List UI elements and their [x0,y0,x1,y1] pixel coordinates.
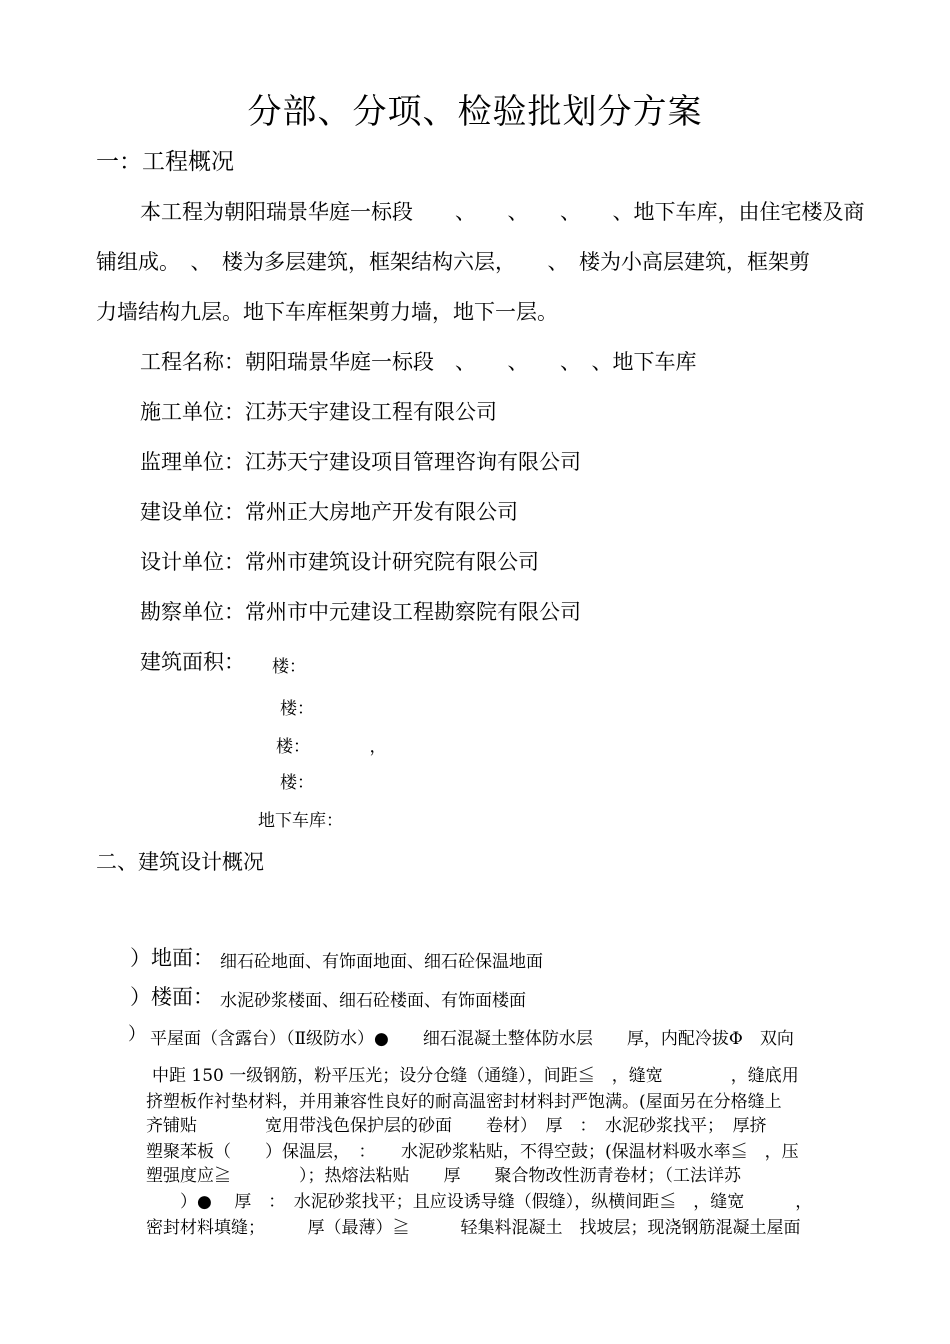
intro-line-2: 铺组成。 、 楼为多层建筑，框架结构六层， 、 楼为小高层建筑，框架剪 [96,250,810,274]
ground-label: ）地面： [130,946,214,970]
roof-line: 塑强度应≧ ）；热熔法粘贴 厚 聚合物改性沥青卷材；（工法详苏 [146,1166,741,1186]
section-2-heading: 二、建筑设计概况 [96,850,264,874]
roof-line: 齐铺贴 宽用带浅色保护层的砂面 卷材） 厚 ： 水泥砂浆找平； 厚挤 [146,1116,767,1136]
intro-line-1: 本工程为朝阳瑞景华庭一标段 、 、 、 、地下车库，由住宅楼及商 [140,200,865,224]
floor-value: 水泥砂浆楼面、细石砼楼面、有饰面楼面 [220,991,526,1011]
ground-value: 细石砼地面、有饰面地面、细石砼保温地面 [220,952,543,972]
area-item: 地下车库： [258,811,343,831]
section-1-heading: 一：工程概况 [96,149,234,175]
roof-line: 平屋面（含露台）（Ⅱ级防水）● 细石混凝土整体防水层 厚，内配冷拔Φ 双向 [150,1029,794,1049]
project-name-field: 工程名称：朝阳瑞景华庭一标段 、 、 、 、地下车库 [140,350,697,374]
area-item: 楼： [280,773,314,793]
contractor-field: 施工单位：江苏天宇建设工程有限公司 [140,400,497,424]
owner-field: 建设单位：常州正大房地产开发有限公司 [140,500,518,524]
area-item: 楼： ， [276,737,387,757]
roof-line: 挤塑板作衬垫材料，并用兼容性良好的耐高温密封材料封严饱满。(屋面另在分格缝上 [146,1092,782,1112]
roof-paren: ） [128,1024,146,1045]
roof-line: ）● 厚 ： 水泥砂浆找平；且应设诱导缝（假缝），纵横间距≦ ，缝宽 ， [146,1192,813,1212]
document-title: 分部、分项、检验批划分方案 [247,92,703,132]
roof-line: 中距 150 一级钢筋，粉平压光；设分仓缝（通缝），间距≦ ，缝宽 ，缝底用 [152,1066,799,1086]
roof-line: 密封材料填缝； 厚（最薄）≧ 轻集料混凝土 找坡层；现浇钢筋混凝土屋面 [146,1218,801,1238]
floor-label: ）楼面： [130,985,214,1009]
roof-line: 塑聚苯板（ ）保温层， ： 水泥砂浆粘贴，不得空鼓；(保温材料吸水率≦ ，压 [146,1142,799,1162]
supervisor-field: 监理单位：江苏天宁建设项目管理咨询有限公司 [140,450,581,474]
surveyor-field: 勘察单位：常州市中元建设工程勘察院有限公司 [140,600,581,624]
area-item: 楼： [272,657,306,677]
designer-field: 设计单位：常州市建筑设计研究院有限公司 [140,550,539,574]
intro-line-3: 力墙结构九层。地下车库框架剪力墙，地下一层。 [96,300,558,324]
area-item: 楼： [280,699,314,719]
area-label: 建筑面积： [140,650,245,674]
